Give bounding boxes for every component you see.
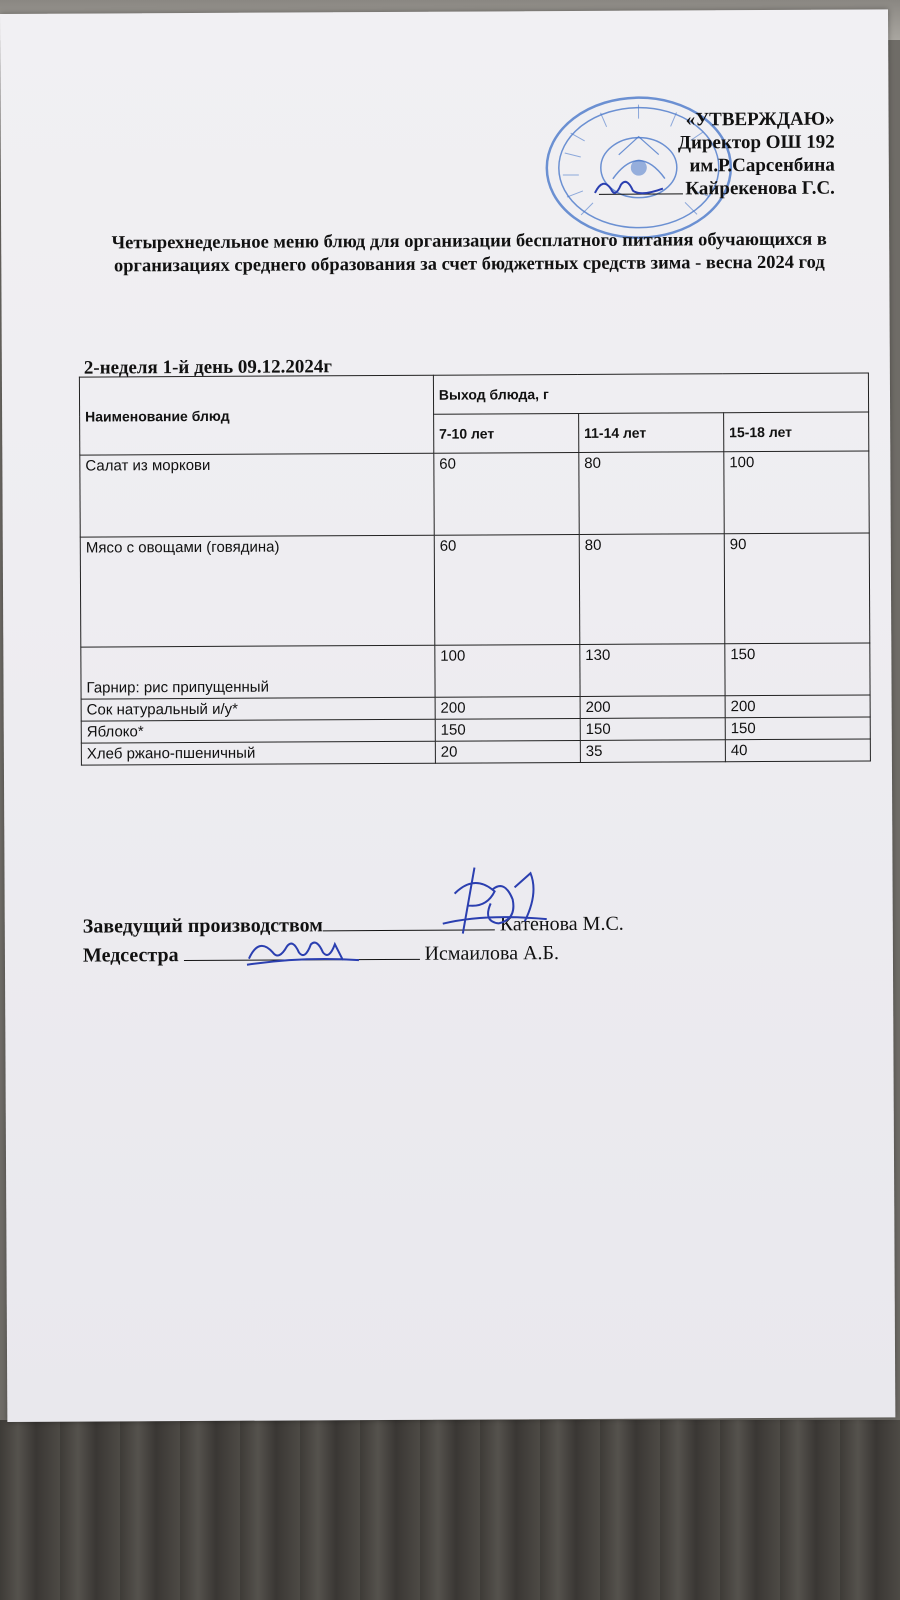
dish-name: Мясо с овощами (говядина) — [80, 535, 434, 647]
dish-value: 150 — [725, 643, 870, 696]
day-heading: 2-неделя 1-й день 09.12.2024г — [83, 356, 333, 379]
dish-name: Гарнир: рис припущенный — [81, 645, 435, 699]
dish-value: 80 — [579, 534, 725, 645]
signature-line — [184, 939, 420, 961]
dish-value: 80 — [579, 452, 724, 535]
menu-table — [79, 372, 871, 765]
signature-line — [323, 909, 495, 931]
manager-signature-line — [83, 909, 624, 941]
dish-value: 35 — [580, 740, 725, 763]
table-row — [81, 643, 870, 699]
table-row — [80, 533, 870, 647]
dish-value: 60 — [434, 534, 580, 645]
document-page — [0, 9, 895, 1422]
dish-value: 200 — [435, 696, 580, 719]
background-bottom — [0, 1420, 900, 1600]
column-header-name: Наименование блюд — [79, 375, 433, 455]
signature-line — [599, 177, 683, 194]
dish-value: 40 — [725, 739, 870, 762]
dish-value: 100 — [435, 644, 580, 697]
dish-value: 150 — [435, 718, 580, 741]
manager-title: Заведущий производством — [82, 914, 323, 938]
dish-value: 100 — [724, 451, 869, 534]
approval-block — [599, 108, 835, 201]
dish-value: 200 — [725, 695, 870, 718]
nurse-signature-line — [83, 938, 624, 970]
column-header-output: Выход блюда, г — [433, 373, 868, 414]
dish-value: 150 — [725, 717, 870, 740]
dish-value: 130 — [580, 644, 725, 697]
document-title: Четырехнедельное меню блюд для организации бесплатного питания обучающихся в организациях среднего образования за счет бюджетных средств зима - весна 2024 год — [111, 229, 827, 277]
manager-name: Катенова М.С. — [499, 912, 624, 936]
approval-signer-line — [599, 177, 835, 201]
table-row — [81, 739, 870, 765]
approval-school: им.Р.Сарсенбина — [689, 154, 835, 177]
nurse-title: Медсестра — [82, 944, 179, 967]
dish-value: 90 — [724, 533, 870, 644]
signature-block — [83, 909, 624, 970]
dish-name: Сок натуральный и/у* — [81, 697, 435, 721]
dish-name: Салат из моркови — [80, 453, 434, 537]
column-header-age: 11-14 лет — [579, 413, 724, 453]
dish-name: Яблоко* — [81, 719, 435, 743]
dish-value: 20 — [435, 740, 580, 763]
table-row — [80, 451, 869, 537]
approval-heading: «УТВЕРЖДАЮ» — [685, 108, 835, 131]
approval-position: Директор ОШ 192 — [677, 131, 835, 154]
nurse-name: Исмаилова А.Б. — [424, 942, 560, 965]
dish-value: 60 — [434, 452, 579, 535]
table-header-row — [79, 373, 868, 416]
dish-name: Хлеб ржано-пшеничный — [81, 741, 435, 765]
column-header-age: 15-18 лет — [724, 412, 869, 452]
column-header-age: 7-10 лет — [433, 413, 578, 453]
approval-signer: Кайрекенова Г.С. — [685, 177, 835, 200]
dish-value: 150 — [580, 718, 725, 741]
dish-value: 200 — [580, 696, 725, 719]
